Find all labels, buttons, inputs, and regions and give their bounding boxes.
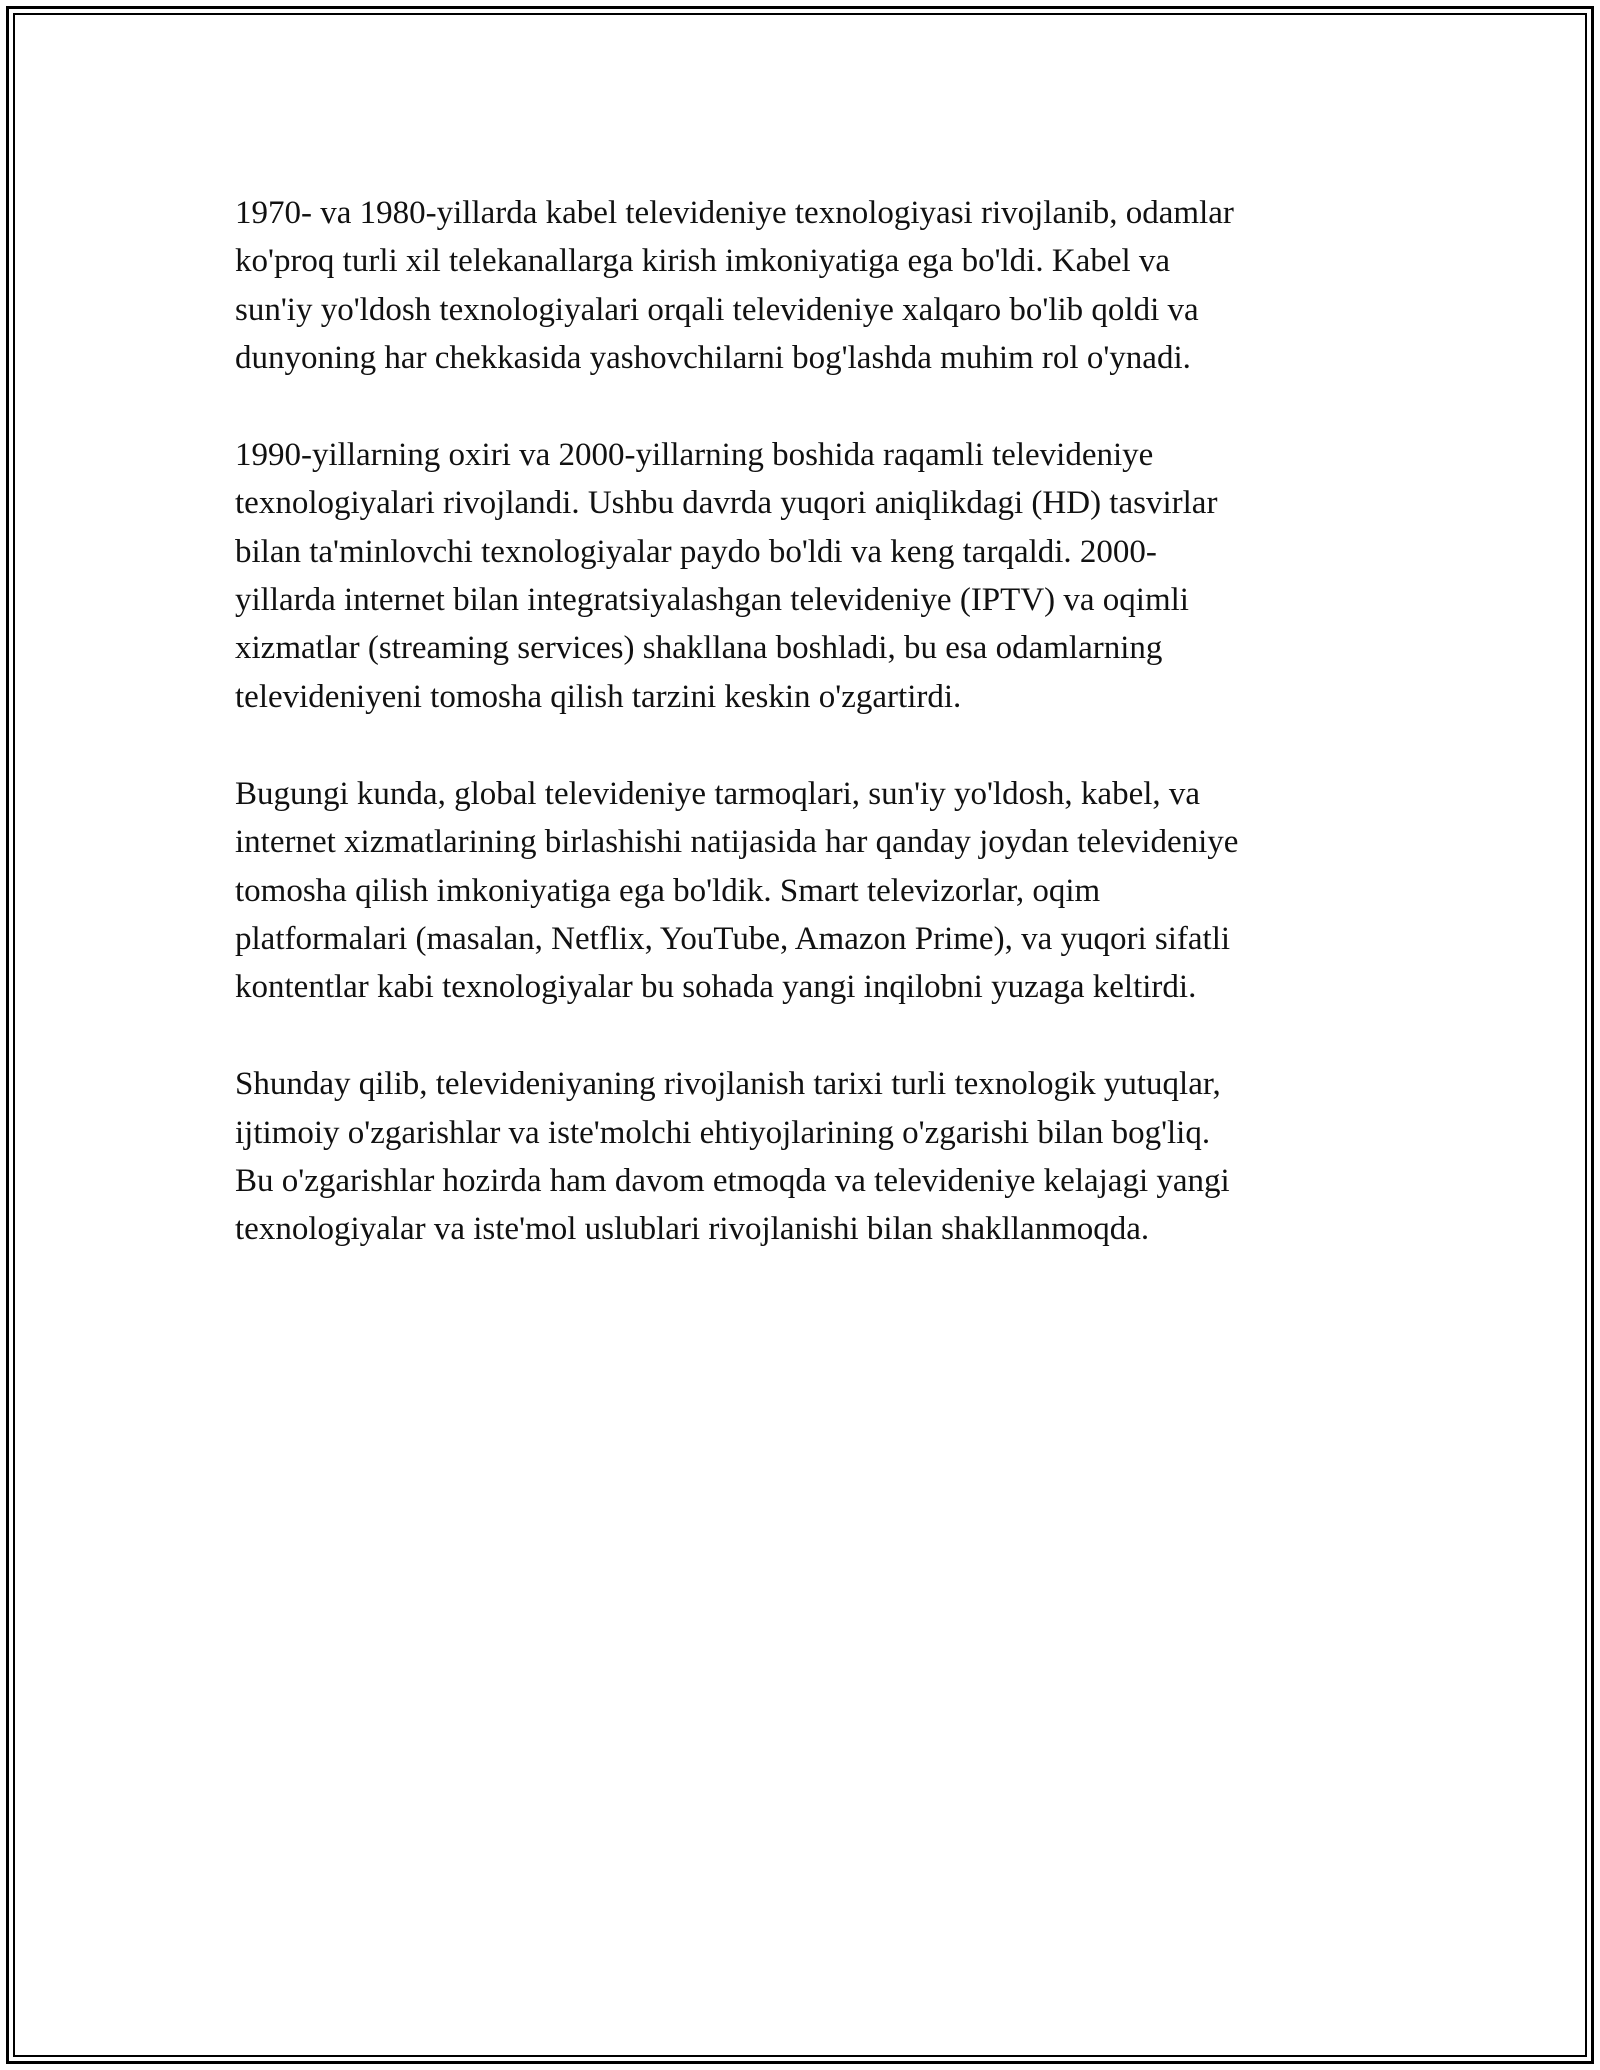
- paragraph-line: dunyoning har chekkasida yashovchilarni bog'lashda muhim rol o'ynadi.: [235, 339, 1191, 376]
- document-body: [235, 189, 1365, 1303]
- paragraph-line: 1970- va 1980-yillarda kabel televideniye texnologiyasi rivojlanib, odamlar: [235, 195, 1234, 231]
- paragraph-line: texnologiyalar va iste'mol uslublari rivojlanishi bilan shakllanmoqda.: [235, 1211, 1150, 1248]
- paragraph-4: [235, 1060, 1365, 1253]
- paragraph-line: yillarda internet bilan integratsiyalashgan televideniye (IPTV) va oqimli: [235, 582, 1189, 619]
- paragraph-line: internet xizmatlarining birlashishi natijasida har qanday joydan televideniye: [235, 824, 1239, 861]
- paragraph-line: Bu o'zgarishlar hozirda ham davom etmoqda va televideniye kelajagi yangi: [235, 1163, 1230, 1200]
- paragraph-line: Shunday qilib, televideniyaning rivojlanish tarixi turli texnologik yutuqlar,: [235, 1066, 1221, 1103]
- paragraph-line: bilan ta'minlovchi texnologiyalar paydo bo'ldi va keng tarqaldi. 2000-: [235, 533, 1157, 570]
- paragraph-line: 1990-yillarning oxiri va 2000-yillarning boshida raqamli televideniye: [235, 437, 1154, 474]
- paragraph-3: [235, 770, 1365, 1011]
- paragraph-line: ko'proq turli xil telekanallarga kirish imkoniyatiga ega bo'ldi. Kabel va: [235, 243, 1171, 280]
- paragraph-line: sun'iy yo'ldosh texnologiyalari orqali televideniye xalqaro bo'lib qoldi va: [235, 291, 1199, 328]
- paragraph-line: televideniyeni tomosha qilish tarzini keskin o'zgartirdi.: [235, 678, 962, 715]
- paragraph-line: tomosha qilish imkoniyatiga ega bo'ldik. Smart televizorlar, oqim: [235, 872, 1101, 909]
- paragraph-line: ijtimoiy o'zgarishlar va iste'molchi ehtiyojlarining o'zgarishi bilan bog'liq.: [235, 1114, 1211, 1151]
- paragraph-2: [235, 431, 1365, 721]
- paragraph-line: texnologiyalari rivojlandi. Ushbu davrda yuqori aniqlikdagi (HD) tasvirlar: [235, 485, 1218, 522]
- paragraph-line: Bugungi kunda, global televideniye tarmoqlari, sun'iy yo'ldosh, kabel, va: [235, 775, 1201, 812]
- paragraph-1: [235, 189, 1365, 382]
- paragraph-line: kontentlar kabi texnologiyalar bu sohada yangi inqilobni yuzaga keltirdi.: [235, 969, 1197, 1006]
- paragraph-line: xizmatlar (streaming services) shakllana boshladi, bu esa odamlarning: [235, 630, 1163, 667]
- paragraph-line: platformalari (masalan, Netflix, YouTube, Amazon Prime), va yuqori sifatli: [235, 920, 1231, 957]
